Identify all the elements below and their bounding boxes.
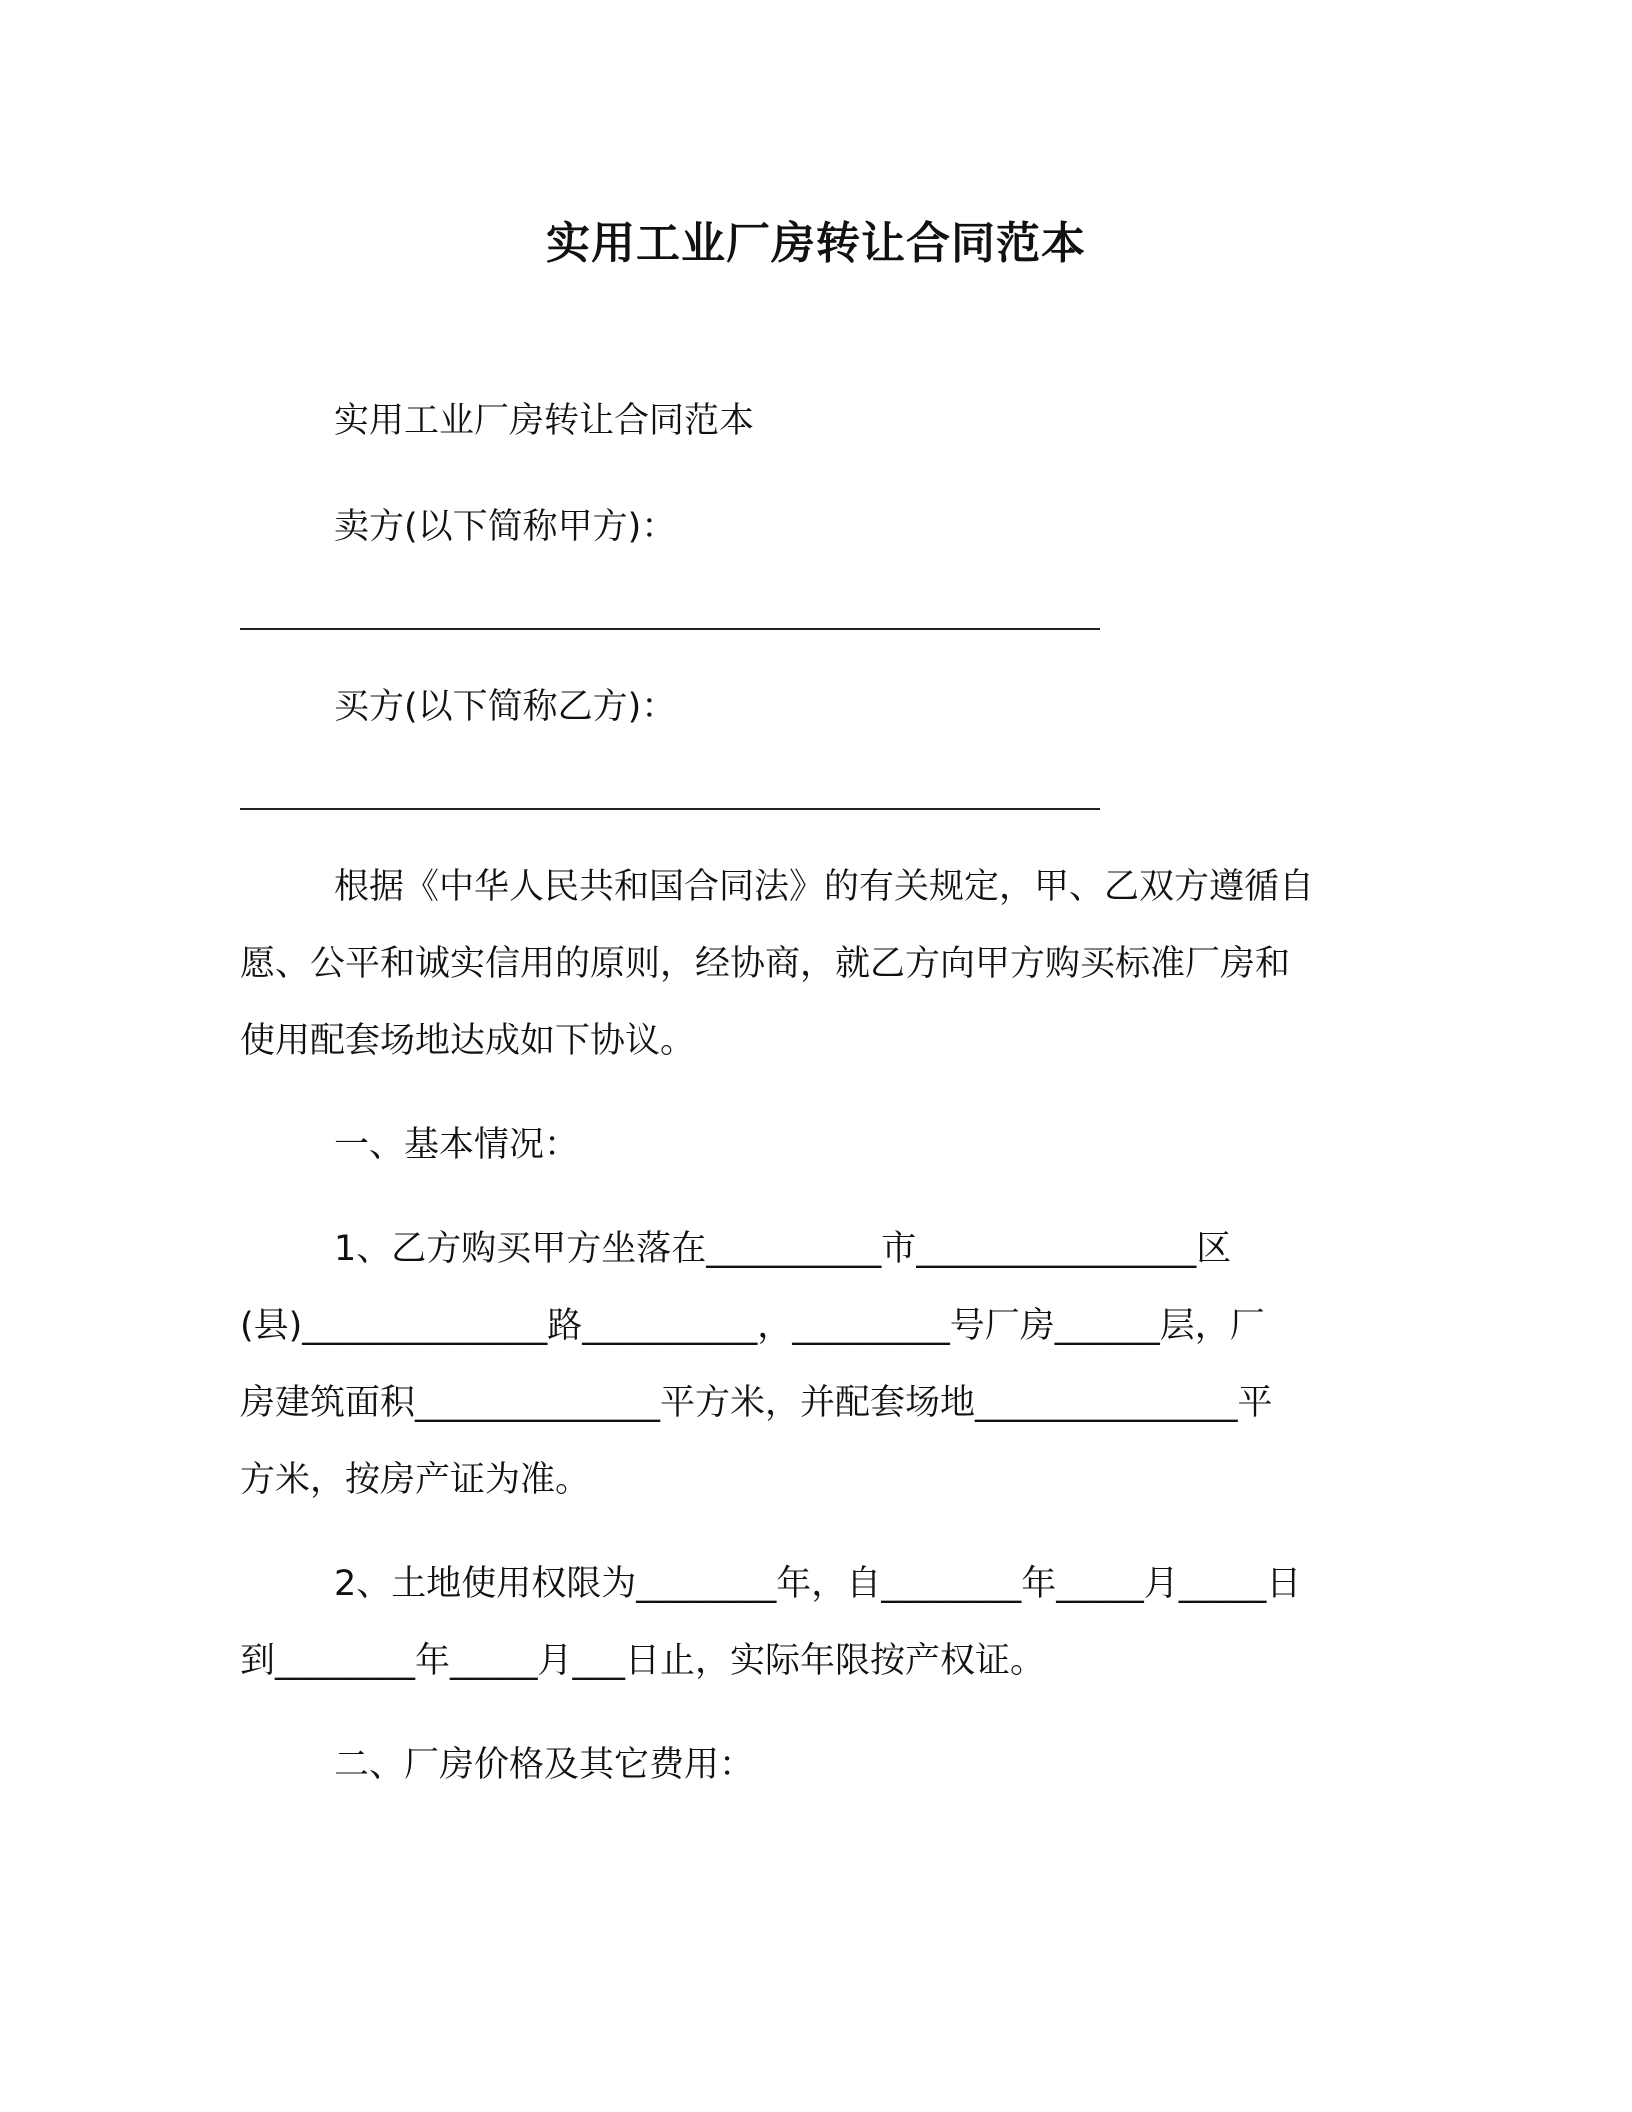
preamble-line-2: 愿、公平和诚实信用的原则，经协商，就乙方向甲方购买标准厂房和 bbox=[240, 944, 1291, 984]
preamble-line-1: 根据《中华人民共和国合同法》的有关规定，甲、乙双方遵循自 bbox=[334, 867, 1315, 907]
clause-1-line-3: 房建筑面积______________平方米，并配套场地_______________平 bbox=[240, 1383, 1273, 1423]
section-1-heading: 一、基本情况： bbox=[334, 1125, 580, 1165]
section-2-heading: 二、厂房价格及其它费用： bbox=[334, 1745, 755, 1785]
preamble-line-3: 使用配套场地达成如下协议。 bbox=[240, 1021, 696, 1061]
clause-1-line-2: (县)______________路__________，_________号厂房______层，厂 bbox=[240, 1306, 1265, 1346]
seller-label: 卖方(以下简称甲方)： bbox=[334, 507, 677, 547]
clause-1-line-1: 1、乙方购买甲方坐落在__________市________________区 bbox=[334, 1229, 1232, 1269]
seller-name-blank bbox=[240, 628, 1100, 630]
buyer-label: 买方(以下简称乙方)： bbox=[334, 687, 677, 727]
clause-1-line-4: 方米，按房产证为准。 bbox=[240, 1460, 591, 1500]
document-subtitle: 实用工业厂房转让合同范本 bbox=[334, 401, 755, 441]
buyer-name-blank bbox=[240, 808, 1100, 810]
clause-2-line-1: 2、土地使用权限为________年，自________年_____月_____日 bbox=[334, 1564, 1302, 1604]
document-title: 实用工业厂房转让合同范本 bbox=[546, 218, 1086, 269]
clause-2-line-2: 到________年_____月___日止，实际年限按产权证。 bbox=[240, 1641, 1046, 1681]
